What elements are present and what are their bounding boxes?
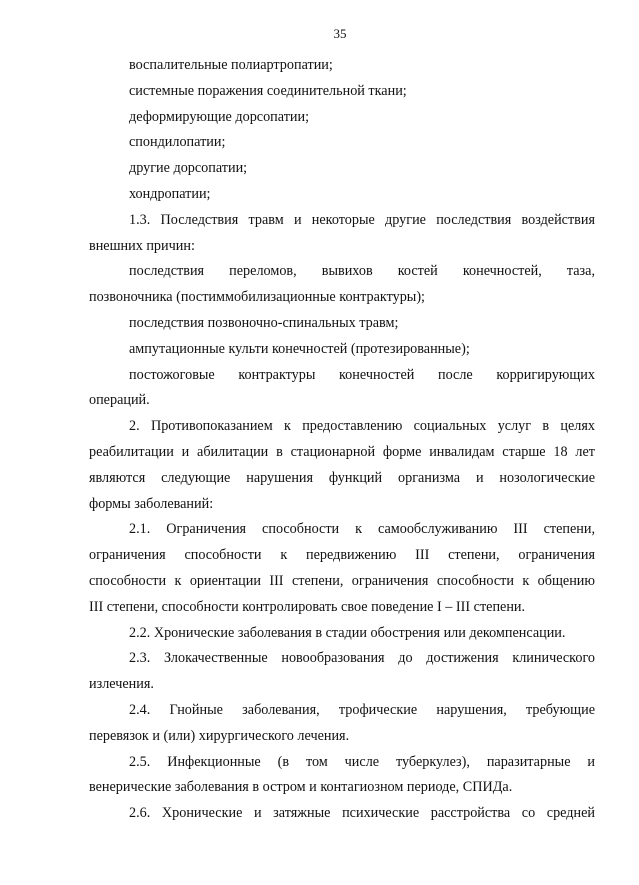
text-line: последствия переломов, вывихов костей конечностей, таза,: [129, 263, 595, 280]
text-line: 2.6. Хронические и затяжные психические расстройства со средней: [129, 805, 595, 822]
text-line: позвоночника (постиммобилизационные контрактуры);: [89, 289, 426, 306]
text-line: венерические заболевания в остром и контагиозном периоде, СПИДа.: [89, 779, 513, 796]
text-line: ампутационные культи конечностей (протезированные);: [129, 340, 470, 357]
text-line: 1.3. Последствия травм и некоторые другие последствия воздействия: [129, 211, 595, 228]
text-line: 2. Противопоказанием к предоставлению социальных услуг в целях: [129, 418, 595, 435]
text-line: реабилитации и абилитации в стационарной форме инвалидам старше 18 лет: [89, 443, 595, 460]
text-line: способности к ориентации III степени, ограничения способности к общению: [89, 572, 595, 589]
text-line: операций.: [89, 392, 150, 409]
text-line: 2.5. Инфекционные (в том числе туберкулез), паразитарные и: [129, 753, 595, 770]
text-line: 2.1. Ограничения способности к самообслуживанию III степени,: [129, 521, 595, 538]
text-line: перевязок и (или) хирургического лечения.: [89, 727, 350, 744]
text-line: постожоговые контрактуры конечностей после корригирующих: [129, 366, 595, 383]
text-line: излечения.: [89, 676, 154, 693]
document-body: [89, 53, 595, 827]
text-line: являются следующие нарушения функций организма и нозологические: [89, 469, 595, 486]
text-line: ограничения способности к передвижению III степени, ограничения: [89, 547, 595, 564]
text-line: воспалительные полиартропатии;: [129, 57, 333, 73]
text-line: другие дорсопатии;: [129, 160, 248, 177]
text-line: внешних причин:: [89, 237, 195, 254]
text-line: 2.4. Гнойные заболевания, трофические нарушения, требующие: [129, 701, 595, 718]
text-line: хондропатии;: [129, 185, 211, 202]
text-line: III степени, способности контролировать свое поведение I – III степени.: [89, 598, 526, 615]
text-line: деформирующие дорсопатии;: [129, 108, 310, 125]
text-line: спондилопатии;: [129, 134, 226, 151]
text-line: последствия позвоночно-спинальных травм;: [129, 314, 399, 331]
text-line: формы заболеваний:: [89, 495, 214, 512]
page-number: 35: [333, 26, 347, 41]
text-line: 2.2. Хронические заболевания в стадии обострения или декомпенсации.: [129, 624, 566, 641]
text-line: системные поражения соединительной ткани;: [129, 82, 407, 99]
text-line: 2.3. Злокачественные новообразования до достижения клинического: [129, 650, 595, 667]
